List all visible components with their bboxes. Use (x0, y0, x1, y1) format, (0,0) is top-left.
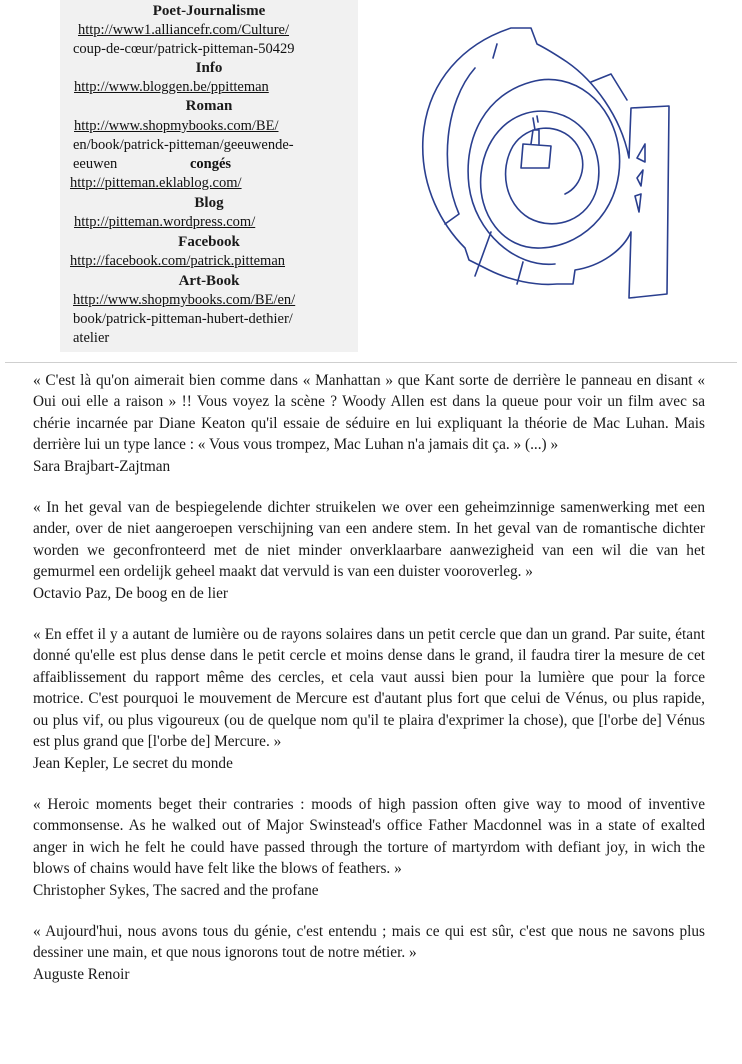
info-heading: Info (195, 60, 223, 76)
spiral-sketch-strokes (423, 28, 669, 298)
facebook-link[interactable]: http://facebook.com/patrick.pitteman (70, 253, 286, 269)
quote-block (33, 624, 705, 774)
info-link[interactable]: http://www.bloggen.be/ppitteman (74, 79, 269, 95)
quote-text: « Aujourd'hui, nous avons tous du génie, c'est entendu ; mais ce qui est sûr, c'est que nous ne savons plus dessiner une main, et que nous ignorons tout de notre métier. » (33, 922, 705, 962)
roman-link-cont[interactable]: en/book/patrick-pitteman/geeuwende- (73, 137, 294, 153)
blog-link[interactable]: http://pitteman.wordpress.com/ (74, 214, 256, 230)
artbook-link[interactable]: http://www.shopmybooks.com/BE/en/ (73, 292, 296, 308)
facebook-heading: Facebook (178, 234, 240, 250)
quote-author: Sara Brajbart-Zajtman (33, 457, 171, 475)
poet-journalisme-heading: Poet-Journalisme (152, 3, 266, 19)
header-divider (5, 362, 737, 363)
poet-journalisme-link-cont[interactable]: coup-de-cœur/patrick-pitteman-50429 (73, 41, 295, 57)
quote-author: Octavio Paz, De boog en de lier (33, 584, 228, 602)
quote-block (33, 497, 705, 604)
roman-link[interactable]: http://www.shopmybooks.com/BE/ (74, 118, 279, 134)
artbook-link-cont-2[interactable]: atelier (73, 330, 110, 346)
artbook-link-cont[interactable]: book/patrick-pitteman-hubert-dethier/ (73, 311, 293, 327)
quote-block (33, 921, 705, 985)
quote-author: Auguste Renoir (33, 965, 130, 983)
poet-journalisme-link[interactable]: http://www1.alliancefr.com/Culture/ (78, 22, 290, 38)
spiral-sketch-drawing (405, 18, 705, 318)
artbook-heading: Art-Book (178, 273, 240, 289)
conges-label: congés (190, 156, 232, 172)
quotes-section (33, 370, 705, 1005)
quote-author: Jean Kepler, Le secret du monde (33, 754, 233, 772)
quote-text: « Heroic moments beget their contraries : moods of high passion often give way to mood of inventive commonsense. As he walked out of Major Swinstead's office Father Macdonnel was in a state of exalted anger in wich he felt he could have passed through the torture of martyrdom with defiant joy, in wich the blows of chains would have felt like the blows of feathers. » (33, 795, 705, 878)
quote-text: « In het geval van de bespiegelende dichter struikelen we over een geheimzinnige samenwerking met een ander, over de niet aangeroepen verschijning van een andere stem. In het geval van de romantische dichter worden we geconfronteerd met de niet minder onverklaarbare aanwezigheid van een wil die van het gemurmel een ordelijk geheel maakt dat vervuld is van een duister vooroverleg. » (33, 499, 705, 581)
quote-text: « C'est là qu'on aimerait bien comme dans « Manhattan » que Kant sorte de derrière le panneau en disant « Oui oui elle a raison » !! Vous voyez la scène ? Woody Allen est dans la queue pour voir un film avec sa chérie incarnée par Diane Keaton qu'il essaie de séduire en lui expliquant la théorie de Mac Luhan. Mais derrière lui un type lance : « Vous vous trompez, Mac Luhan n'a jamais dit ça. » (...) » (33, 372, 705, 454)
links-panel (60, 0, 358, 352)
roman-link-cont-2[interactable]: eeuwen (73, 156, 118, 172)
quote-block (33, 370, 705, 477)
quote-author: Christopher Sykes, The sacred and the profane (33, 881, 319, 899)
blog-heading: Blog (194, 195, 224, 211)
eklablog-link[interactable]: http://pitteman.eklablog.com/ (70, 175, 242, 191)
quote-text: « En effet il y a autant de lumière ou de rayons solaires dans un petit cercle que dan un grand. Par suite, étant donné qu'elle est plus dense dans le petit cercle et moins dense dans le grand, il faudra tirer la mesure de cet affaiblissement du rapport même des cercles, et cela vaut aussi bien pour la lumière que pour la force motrice. C'est pourquoi le mouvement de Mercure est d'autant plus fort que celui de Vénus, ou plus rapide, ou plus vif, ou plus vigoureux (ou de quelque nom qu'il te plaira d'exprimer la chose), que [l'orbe de] Vénus est plus grand que [l'orbe de] Mercure. » (33, 626, 705, 751)
quote-block (33, 794, 705, 901)
roman-heading: Roman (185, 98, 233, 114)
